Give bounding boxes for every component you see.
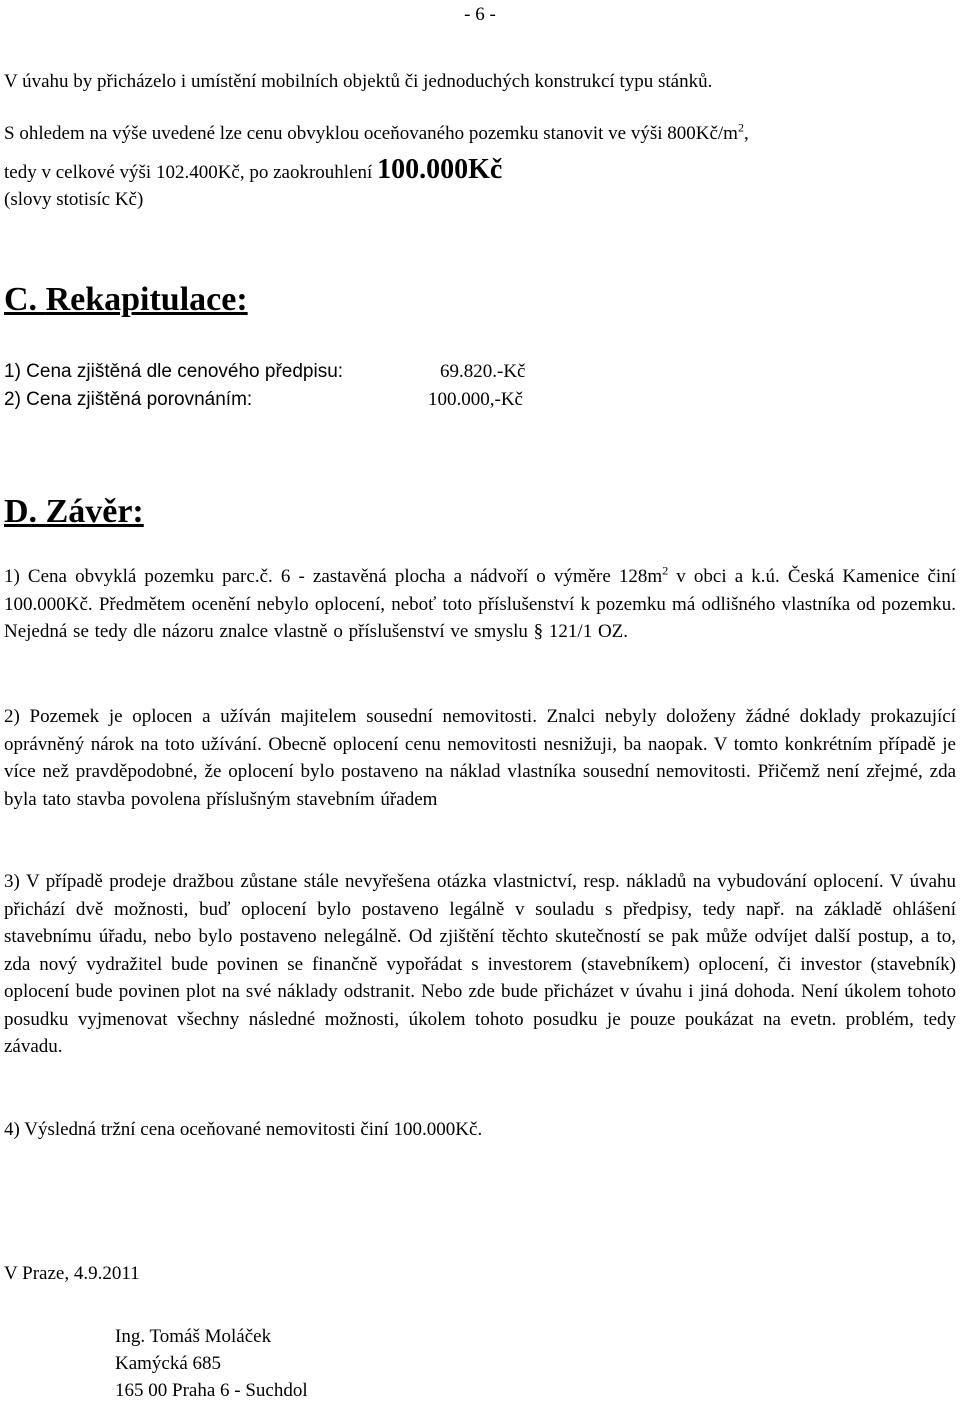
intro-line-2-text: S ohledem na výše uvedené lze cenu obvyklou oceňovaného pozemku stanovit ve výši 800Kč/m <box>4 123 738 144</box>
conclusion-p1-tail: v obci a k.ú. Česká Kamenice činí 100.000Kč. Předmětem ocenění nebylo oplocení, neboť toto příslušenství k pozemku má odlišného vlastníka od pozemku. Nejedná se tedy dle názoru znalce vlastně o příslušenství ve smyslu § 121/1 OZ. <box>4 566 956 642</box>
signature-street: Kamýcká 685 <box>115 1353 222 1374</box>
recap-row-2-label: 2) Cena zjištěná porovnáním: <box>4 389 253 410</box>
section-d-heading <box>4 495 144 529</box>
rounded-amount: 100.000Kč <box>377 154 503 185</box>
conclusion-p1-text: 1) Cena obvyklá pozemku parc.č. 6 - zastavěná plocha a nádvoří o výměre 128m <box>4 566 663 587</box>
intro-line-4: (slovy stotisíc Kč) <box>4 189 144 210</box>
intro-line-2 <box>4 120 749 144</box>
place-date: V Praze, 4.9.2011 <box>4 1263 140 1284</box>
section-c-heading <box>4 283 248 317</box>
conclusion-paragraph-1 <box>4 563 956 646</box>
intro-line-2-sup: 2 <box>737 120 744 135</box>
section-d-prefix: D. <box>4 493 46 530</box>
signature-city: 165 00 Praha 6 - Suchdol <box>115 1380 308 1401</box>
intro-line-1: V úvahu by přicházelo i umístění mobilních objektů či jednoduchých konstrukcí typu stánků. <box>4 71 713 92</box>
section-c-title: Rekapitulace: <box>45 281 248 318</box>
recap-row-2-value: 100.000,-Kč <box>428 389 523 410</box>
intro-line-2-tail: , <box>743 123 749 144</box>
conclusion-paragraph-4: 4) Výsledná tržní cena oceňované nemovitosti činí 100.000Kč. <box>4 1119 483 1140</box>
intro-line-3 <box>4 156 502 184</box>
signature-name: Ing. Tomáš Moláček <box>115 1326 272 1347</box>
conclusion-paragraph-3: 3) V případě prodeje dražbou zůstane stále nevyřešena otázka vlastnictví, resp. nákladů na vybudování oplocení. V úvahu přichází dvě možnosti, buď oplocení bylo postaveno legálně v souladu s předpisy, tedy např. na základě ohlášení stavebnímu úřadu, nebo bylo postaveno nelegálně. Od zjištění těchto skutečností se pak může odvíjet další postup, a to, zda nový vydražitel bude povinen se finančně vypořádat s investorem (stavebníkem) oplocení, či investor (stavebník) oplocení bude povinen plot na své náklady odstranit. Nebo zde bude přicházet v úvahu i jiná dohoda. Není úkolem tohoto posudku vyjmenovat všechny následné možnosti, úkolem tohoto posudku je pouze poukázat na evetn. problém, tedy závadu. <box>4 871 956 1057</box>
page-number: - 6 - <box>464 4 496 25</box>
section-c-prefix: C. <box>4 281 46 318</box>
recap-row-1-label: 1) Cena zjištěná dle cenového předpisu: <box>4 361 344 382</box>
conclusion-paragraph-2: 2) Pozemek je oplocen a užíván majitelem sousední nemovitosti. Znalci nebyly doloženy žádné doklady prokazující oprávněný nárok na toto užívání. Obecně oplocení cenu nemovitosti nesnižuji, ba naopak. V tomto konkrétním případě je více než pravděpodobné, že oplocení bylo postaveno na náklad vlastníka sousední nemovitosti. Přičemž není zřejmé, zda byla tato stavba povolena příslušným stavebním úřadem <box>4 706 956 810</box>
conclusion-p1-sup: 2 <box>662 563 669 578</box>
intro-line-3-text: tedy v celkové výši 102.400Kč, po zaokrouhlení <box>4 162 378 183</box>
recap-row-1-value: 69.820.-Kč <box>440 361 526 382</box>
section-d-title: Závěr: <box>45 493 144 530</box>
